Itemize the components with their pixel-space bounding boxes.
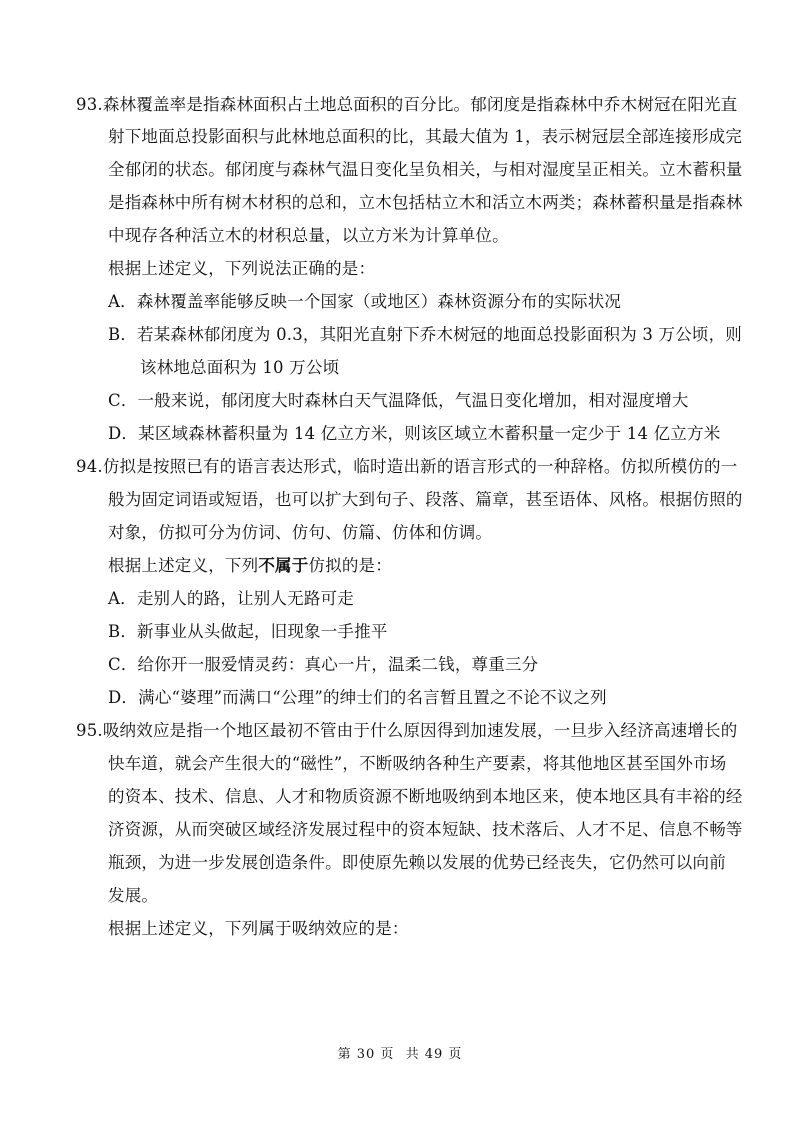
question-93-stem-3: 全郁闭的状态。郁闭度与森林气温日变化呈负相关，与相对湿度呈正相关。立木蓄积量 xyxy=(108,160,743,179)
question-94-prompt xyxy=(108,555,392,577)
question-93-stem-1: 森林覆盖率是指森林面积占土地总面积的百分比。郁闭度是指森林中乔木树冠在阳光直 xyxy=(102,95,738,114)
question-94-stem-1: 仿拟是按照已有的语言表达形式，临时造出新的语言形式的一种辞格。仿拟所模仿的一 xyxy=(102,457,738,476)
question-94-number: 94. xyxy=(76,457,103,476)
question-94-line-1 xyxy=(76,456,737,478)
question-95-line-1 xyxy=(76,720,737,742)
question-95-stem-5: 瓶颈，为进一步发展创造条件。即使原先赖以发展的优势已经丧失，它仍然可以向前 xyxy=(108,853,726,872)
question-93-prompt: 根据上述定义，下列说法正确的是： xyxy=(108,259,376,278)
question-95-stem-1: 吸纳效应是指一个地区最初不管由于什么原因得到加速发展，一旦步入经济高速增长的 xyxy=(102,721,738,740)
question-93-number: 93. xyxy=(76,95,103,114)
question-95-stem-2: 快车道，就会产生很大的“磁性”，不断吸纳各种生产要素，将其他地区甚至国外市场 xyxy=(108,754,727,773)
page-footer xyxy=(0,1046,800,1064)
question-94-prompt-pre: 根据上述定义，下列 xyxy=(108,556,259,575)
question-94-stem-2: 般为固定词语或短语，也可以扩大到句子、段落、篇章，甚至语体、风格。根据仿照的 xyxy=(108,490,743,509)
question-94-option-a: A．走别人的路，让别人无路可走 xyxy=(108,589,354,608)
question-95-prompt: 根据上述定义，下列属于吸纳效应的是： xyxy=(108,919,409,938)
question-95-number: 95. xyxy=(76,721,103,740)
question-94-prompt-bold: 不属于 xyxy=(258,556,309,575)
question-95-stem-3: 的资本、技术、信息、人才和物质资源不断地吸纳到本地区来，使本地区具有丰裕的经 xyxy=(108,787,743,806)
page-total-label: 共 49 页 xyxy=(405,1047,463,1062)
question-93-stem-4: 是指森林中所有树木材积的总和，立木包括枯立木和活立木两类；森林蓄积量是指森林 xyxy=(108,193,743,212)
question-93-option-a: A．森林覆盖率能够反映一个国家（或地区）森林资源分布的实际状况 xyxy=(108,292,622,311)
question-94-option-d: D．满心“婆理”而满口“公理”的绅士们的名言暂且置之不论不议之列 xyxy=(108,688,607,707)
question-94-stem-3: 对象，仿拟可分为仿词、仿句、仿篇、仿体和仿调。 xyxy=(108,523,493,542)
question-94-option-b: B．新事业从头做起，旧现象一手推平 xyxy=(108,622,388,641)
question-93-option-d: D．某区域森林蓄积量为 14 亿立方米，则该区域立木蓄积量一定少于 14 亿立方米 xyxy=(108,424,721,443)
question-95-stem-4: 济资源，从而突破区域经济发展过程中的资本短缺、技术落后、人才不足、信息不畅等 xyxy=(108,820,743,839)
question-93-option-b-1: B．若某森林郁闭度为 0.3，其阳光直射下乔木树冠的地面总投影面积为 3 万公顷，则 xyxy=(108,325,742,344)
question-94-option-c: C．给你开一服爱情灵药：真心一片，温柔二钱，尊重三分 xyxy=(108,655,539,674)
question-95-stem-6: 发展。 xyxy=(108,886,159,905)
question-93-stem-5: 中现存各种活立木的材积总量，以立方米为计算单位。 xyxy=(108,226,509,245)
question-94-prompt-post: 仿拟的是： xyxy=(308,556,392,575)
question-93-option-b-2: 该林地总面积为 10 万公顷 xyxy=(140,358,340,377)
question-93-stem-2: 射下地面总投影面积与此林地总面积的比，其最大值为 1，表示树冠层全部连接形成完 xyxy=(108,127,743,146)
question-93-line-1 xyxy=(76,94,737,116)
question-93-option-c: C．一般来说，郁闭度大时森林白天气温降低，气温日变化增加，相对湿度增大 xyxy=(108,391,689,410)
page-number-label: 第 30 页 xyxy=(337,1047,395,1062)
